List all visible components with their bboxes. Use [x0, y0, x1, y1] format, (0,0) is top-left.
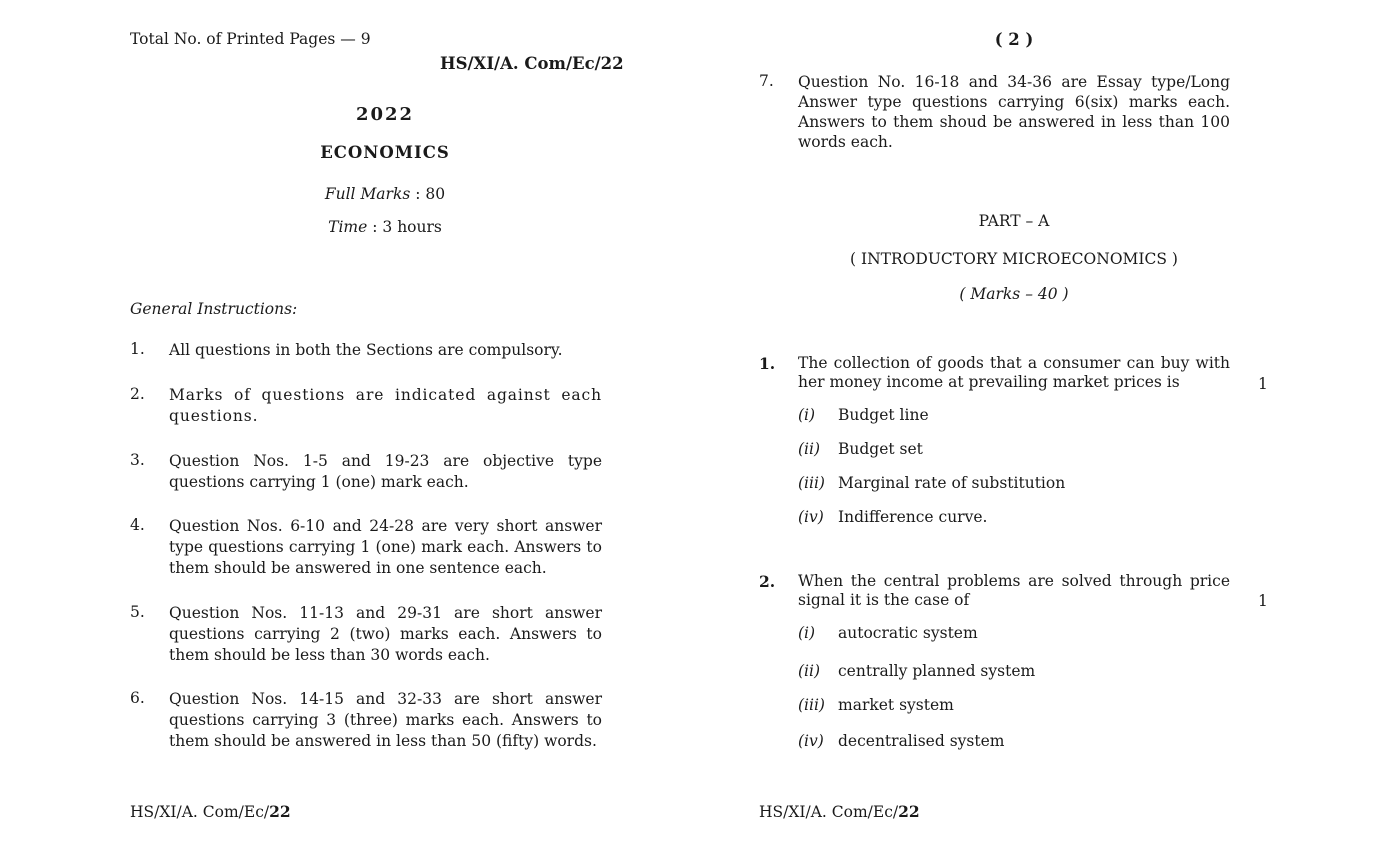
part-marks: ( Marks – 40 ) [959, 285, 1069, 303]
footer-code-bold: 22 [269, 802, 291, 821]
instruction-text: Question Nos. 14-15 and 32-33 are short answer questions carrying 3 (three) marks each. Answers to them should be answered in less than 50 (fifty) words. [169, 690, 602, 750]
instruction-num: 5. [130, 603, 145, 621]
instruction-text: Marks of questions are indicated against each questions. [169, 386, 602, 425]
left-footer [130, 802, 291, 821]
instruction-num: 6. [130, 689, 145, 707]
question-number: 2. [759, 572, 776, 591]
part-subtitle: ( INTRODUCTORY MICROECONOMICS ) [850, 250, 1178, 268]
option-text: centrally planned system [838, 662, 1036, 680]
instruction-text: Question Nos. 11-13 and 29-31 are short answer questions carrying 2 (two) marks each. Answers to them should be less than 30 words each. [169, 604, 602, 664]
part-title: PART – A [978, 212, 1050, 230]
printed-pages-note: Total No. of Printed Pages — 9 [130, 30, 371, 48]
time-label: Time [328, 218, 368, 236]
option-text: Budget line [838, 406, 929, 424]
time-allowed [285, 218, 485, 236]
instruction-num: 1. [130, 340, 145, 358]
question-marks: 1 [1258, 375, 1268, 393]
option-text: Marginal rate of substitution [838, 474, 1066, 492]
option-label: (i) [798, 624, 816, 642]
option-text: autocratic system [838, 624, 978, 642]
option-label: (iii) [798, 696, 825, 714]
question-number: 1. [759, 354, 776, 373]
option-label: (iv) [798, 732, 824, 750]
paper-code: HS/XI/A. Com/Ec/22 [440, 54, 624, 73]
exam-year: 2022 [355, 104, 415, 125]
option-text: market system [838, 696, 954, 714]
option-label: (ii) [798, 662, 821, 680]
footer-code: HS/XI/A. Com/Ec/ [759, 803, 899, 821]
right-footer [759, 802, 920, 821]
question-text: The collection of goods that a consumer can buy with her money income at prevailing market prices is [798, 354, 1230, 391]
instruction-num: 4. [130, 516, 145, 534]
instruction-text: Question Nos. 1-5 and 19-23 are objective type questions carrying 1 (one) mark each. [169, 452, 602, 491]
full-marks [285, 185, 485, 203]
page-number: ( 2 ) [994, 30, 1034, 49]
option-text: decentralised system [838, 732, 1005, 750]
footer-code-bold: 22 [898, 802, 920, 821]
instruction-text: All questions in both the Sections are compulsory. [169, 341, 563, 359]
instruction-num: 7. [759, 72, 774, 90]
full-marks-label: Full Marks [324, 185, 411, 203]
instruction-num: 2. [130, 385, 145, 403]
option-label: (i) [798, 406, 816, 424]
option-text: Budget set [838, 440, 923, 458]
question-marks: 1 [1258, 592, 1268, 610]
question-text: When the central problems are solved through price signal it is the case of [798, 572, 1230, 609]
option-label: (iii) [798, 474, 825, 492]
option-label: (iv) [798, 508, 824, 526]
time-value: : 3 hours [372, 218, 442, 236]
footer-code: HS/XI/A. Com/Ec/ [130, 803, 270, 821]
instruction-num: 3. [130, 451, 145, 469]
option-label: (ii) [798, 440, 821, 458]
subject-title: ECONOMICS [320, 143, 450, 162]
instructions-heading: General Instructions: [130, 300, 298, 318]
option-text: Indifference curve. [838, 508, 988, 526]
instruction-text: Question No. 16-18 and 34-36 are Essay type/Long Answer type questions carrying 6(six) marks each. Answers to them shoud be answered in less than 100 words each. [798, 73, 1230, 151]
full-marks-value: : 80 [415, 185, 446, 203]
instruction-text: Question Nos. 6-10 and 24-28 are very short answer type questions carrying 1 (one) mark each. Answers to them should be answered in one sentence each. [169, 517, 602, 577]
